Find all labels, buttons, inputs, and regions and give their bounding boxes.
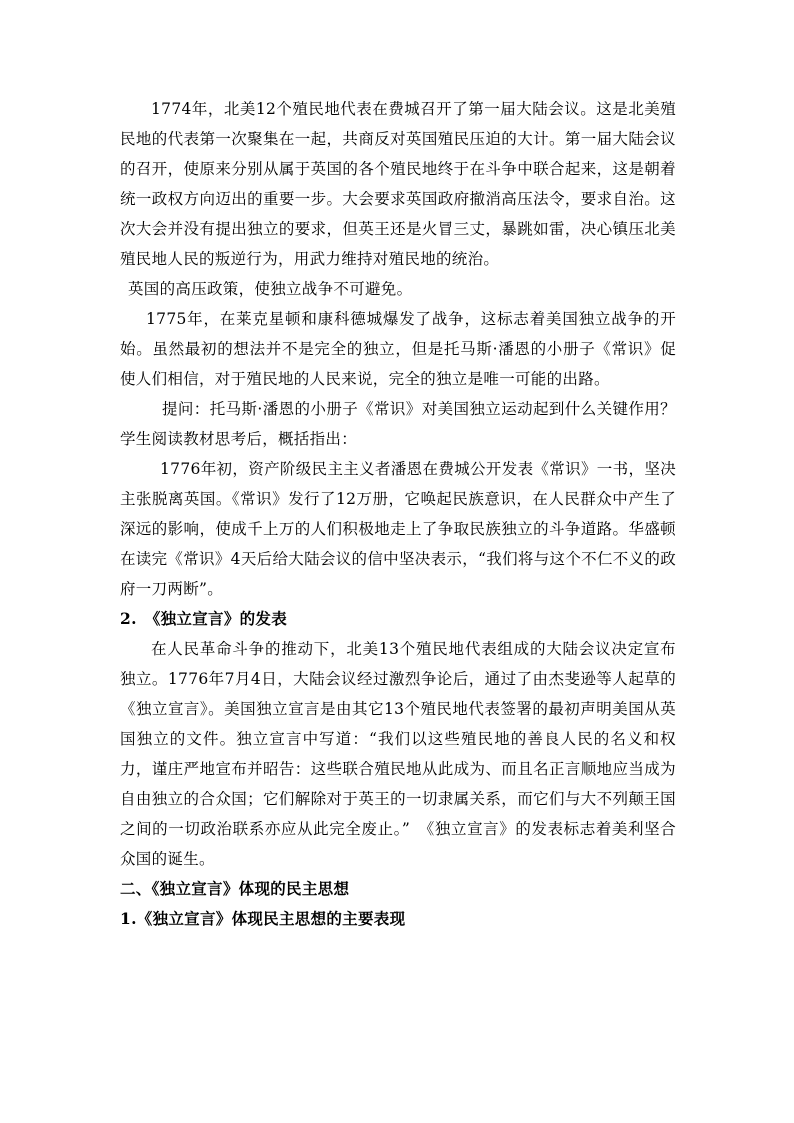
paragraph-declaration-adopted: 在人民革命斗争的推动下，北美13个殖民地代表组成的大陆会议决定宣布独立。1776年7月4日，大陆会议经过激烈争论后，通过了由杰斐逊等人起草的《独立宣言》。美国独立宣言是由其它13个殖民地代表签署的最初声明美国从英国独立的文件。独立宣言中写道：“我们以这些殖民地的善良人民的名义和权力，谨庄严地宣布并昭告：这些联合殖民地从此成为、而且名正言顺地应当成为自由独立的合众国；它们解除对于英王的一切隶属关系，而它们与大不列颠王国之间的一切政治联系亦应从此完全废止。” 《独立宣言》的发表标志着美利坚合众国的诞生。 <box>120 640 676 868</box>
section-heading-democratic-thought: 二、《独立宣言》体现的民主思想 <box>120 879 350 898</box>
document-body <box>120 94 676 934</box>
section-heading-declaration-published: 2. 《独立宣言》的发表 <box>120 609 288 628</box>
paragraph-question: 提问：托马斯·潘恩的小册子《常识》对美国独立运动起到什么关键作用？学生阅读教材思考后，概括指出： <box>120 400 676 448</box>
paragraph-first-continental-congress: 1774年，北美12个殖民地代表在费城召开了第一届大陆会议。这是北美殖民地的代表第一次聚集在一起，共商反对英国殖民压迫的大计。第一届大陆会议的召开，使原来分别从属于英国的各个殖民地终于在斗争中联合起来，这是朝着统一政权方向迈出的重要一步。大会要求英国政府撤消高压法令，要求自治。这次大会并没有提出独立的要求，但英王还是火冒三丈，暴跳如雷，决心镇压北美殖民地人民的叛逆行为，用武力维持对殖民地的统治。 <box>120 100 676 268</box>
paragraph-common-sense: 1776年初，资产阶级民主主义者潘恩在费城公开发表《常识》一书，坚决主张脱离英国。《常识》发行了12万册，它唤起民族意识，在人民群众中产生了深远的影响，使成千上万的人们积极地走上了争取民族独立的斗争道路。华盛顿在读完《常识》4天后给大陆会议的信中坚决表示，“我们将与这个不仁不义的政府一刀两断”。 <box>120 460 676 598</box>
paragraph-war-begins: 1775年，在莱克星顿和康科德城爆发了战争，这标志着美国独立战争的开始。虽然最初的想法并不是完全的独立，但是托马斯·潘恩的小册子《常识》促使人们相信，对于殖民地的人民来说，完全的独立是唯一可能的出路。 <box>120 310 676 388</box>
paragraph-british-policy: 英国的高压政策，使独立战争不可避免。 <box>128 280 413 298</box>
subsection-heading-main-expressions: 1.《独立宣言》体现民主思想的主要表现 <box>120 909 406 928</box>
